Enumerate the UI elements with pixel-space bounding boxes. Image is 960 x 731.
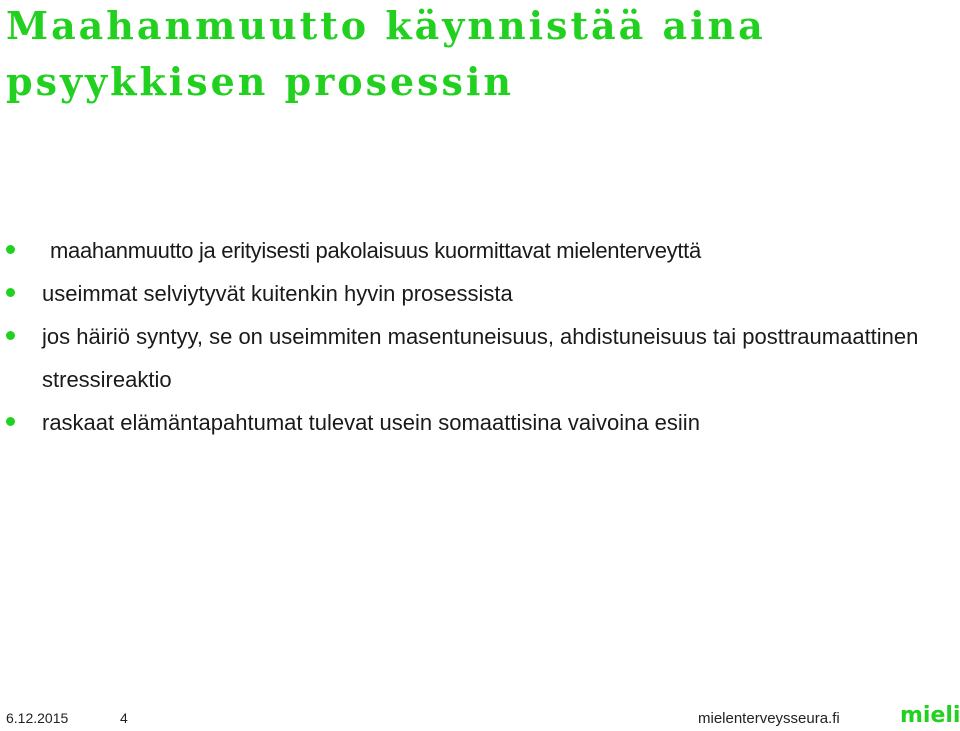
bullet-list — [0, 229, 960, 444]
bullet-text: raskaat elämäntapahtumat tulevat usein somaattisina vaivoina esiin — [42, 410, 700, 435]
bullet-item — [0, 315, 922, 401]
footer-date: 6.12.2015 — [6, 710, 69, 726]
bullet-dot-icon — [6, 331, 15, 340]
bullet-item — [0, 229, 930, 272]
bullet-text: maahanmuutto ja erityisesti pakolaisuus kuormittavat mielenterveyttä — [50, 238, 701, 263]
bullet-text: useimmat selviytyvät kuitenkin hyvin prosessista — [42, 281, 513, 306]
bullet-dot-icon — [6, 417, 15, 426]
bullet-dot-icon — [6, 288, 15, 297]
page-number: 4 — [120, 710, 128, 726]
bullet-item — [0, 272, 922, 315]
bullet-text: jos häiriö syntyy, se on useimmiten masentuneisuus, ahdistuneisuus tai posttraumaattinen stressireaktio — [42, 324, 919, 392]
title-line-2: psyykkisen prosessin — [6, 59, 515, 104]
bullet-dot-icon — [6, 245, 15, 254]
footer-website: mielenterveysseura.fi — [698, 710, 840, 727]
title-line-1: Maahanmuutto käynnistää aina — [6, 3, 766, 48]
slide-title — [6, 0, 946, 110]
mieli-logo: mieli — [900, 703, 960, 728]
bullet-item — [0, 401, 922, 444]
